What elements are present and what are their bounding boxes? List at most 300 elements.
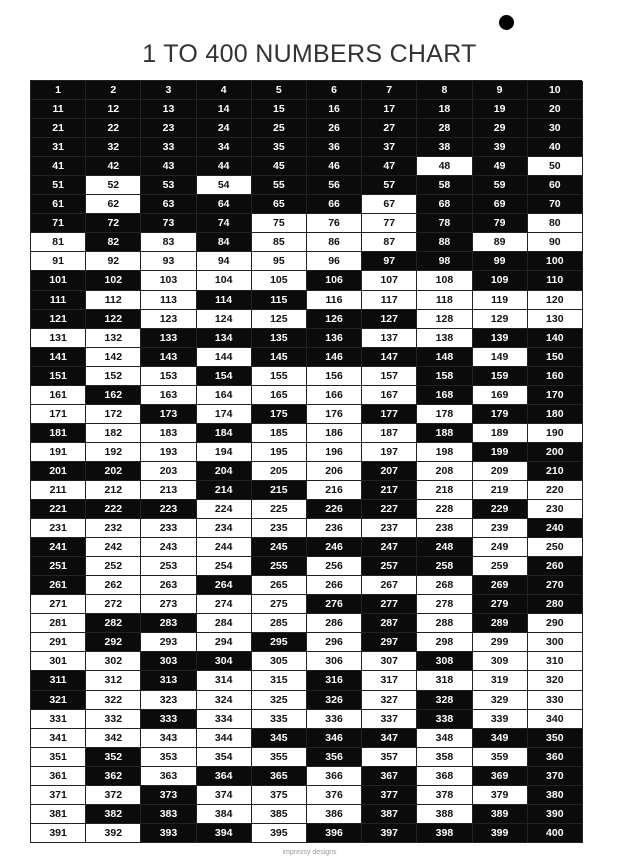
number-cell: 11 bbox=[31, 100, 86, 119]
number-cell: 106 bbox=[307, 271, 362, 290]
number-cell: 368 bbox=[417, 767, 472, 786]
number-cell: 348 bbox=[417, 729, 472, 748]
number-cell: 364 bbox=[197, 767, 252, 786]
number-cell: 108 bbox=[417, 271, 472, 290]
number-cell: 340 bbox=[528, 710, 583, 729]
number-cell: 243 bbox=[141, 538, 196, 557]
number-cell: 159 bbox=[473, 367, 528, 386]
number-cell: 238 bbox=[417, 519, 472, 538]
number-cell: 299 bbox=[473, 633, 528, 652]
number-cell: 118 bbox=[417, 291, 472, 310]
number-cell: 127 bbox=[362, 310, 417, 329]
number-cell: 4 bbox=[197, 81, 252, 100]
number-cell: 362 bbox=[86, 767, 141, 786]
number-cell: 119 bbox=[473, 291, 528, 310]
number-cell: 307 bbox=[362, 652, 417, 671]
number-cell: 116 bbox=[307, 291, 362, 310]
number-cell: 213 bbox=[141, 481, 196, 500]
number-cell: 269 bbox=[473, 576, 528, 595]
number-cell: 110 bbox=[528, 271, 583, 290]
number-cell: 327 bbox=[362, 691, 417, 710]
number-cell: 176 bbox=[307, 405, 362, 424]
number-cell: 122 bbox=[86, 310, 141, 329]
number-cell: 201 bbox=[31, 462, 86, 481]
number-cell: 353 bbox=[141, 748, 196, 767]
number-cell: 366 bbox=[307, 767, 362, 786]
number-cell: 346 bbox=[307, 729, 362, 748]
number-cell: 281 bbox=[31, 614, 86, 633]
number-cell: 291 bbox=[31, 633, 86, 652]
number-cell: 315 bbox=[252, 671, 307, 690]
number-cell: 113 bbox=[141, 291, 196, 310]
number-cell: 13 bbox=[141, 100, 196, 119]
number-cell: 275 bbox=[252, 595, 307, 614]
number-cell: 184 bbox=[197, 424, 252, 443]
number-cell: 195 bbox=[252, 443, 307, 462]
number-cell: 93 bbox=[141, 252, 196, 271]
number-cell: 256 bbox=[307, 557, 362, 576]
number-cell: 27 bbox=[362, 119, 417, 138]
number-cell: 48 bbox=[417, 157, 472, 176]
number-cell: 325 bbox=[252, 691, 307, 710]
number-cell: 164 bbox=[197, 386, 252, 405]
number-cell: 302 bbox=[86, 652, 141, 671]
number-cell: 14 bbox=[197, 100, 252, 119]
number-cell: 279 bbox=[473, 595, 528, 614]
number-cell: 294 bbox=[197, 633, 252, 652]
number-cell: 267 bbox=[362, 576, 417, 595]
number-cell: 5 bbox=[252, 81, 307, 100]
number-cell: 198 bbox=[417, 443, 472, 462]
number-cell: 391 bbox=[31, 824, 86, 843]
number-cell: 330 bbox=[528, 691, 583, 710]
number-cell: 67 bbox=[362, 195, 417, 214]
number-cell: 65 bbox=[252, 195, 307, 214]
number-cell: 297 bbox=[362, 633, 417, 652]
number-cell: 188 bbox=[417, 424, 472, 443]
number-cell: 46 bbox=[307, 157, 362, 176]
number-cell: 361 bbox=[31, 767, 86, 786]
number-cell: 161 bbox=[31, 386, 86, 405]
number-cell: 150 bbox=[528, 348, 583, 367]
number-cell: 365 bbox=[252, 767, 307, 786]
number-cell: 381 bbox=[31, 805, 86, 824]
number-cell: 40 bbox=[528, 138, 583, 157]
number-cell: 273 bbox=[141, 595, 196, 614]
number-cell: 377 bbox=[362, 786, 417, 805]
number-cell: 332 bbox=[86, 710, 141, 729]
number-cell: 367 bbox=[362, 767, 417, 786]
number-cell: 74 bbox=[197, 214, 252, 233]
number-cell: 123 bbox=[141, 310, 196, 329]
number-cell: 168 bbox=[417, 386, 472, 405]
number-cell: 35 bbox=[252, 138, 307, 157]
number-cell: 303 bbox=[141, 652, 196, 671]
number-cell: 326 bbox=[307, 691, 362, 710]
number-cell: 209 bbox=[473, 462, 528, 481]
number-cell: 155 bbox=[252, 367, 307, 386]
number-cell: 101 bbox=[31, 271, 86, 290]
number-cell: 3 bbox=[141, 81, 196, 100]
number-cell: 237 bbox=[362, 519, 417, 538]
number-cell: 316 bbox=[307, 671, 362, 690]
number-cell: 124 bbox=[197, 310, 252, 329]
number-cell: 230 bbox=[528, 500, 583, 519]
number-cell: 191 bbox=[31, 443, 86, 462]
number-cell: 260 bbox=[528, 557, 583, 576]
number-cell: 109 bbox=[473, 271, 528, 290]
number-cell: 37 bbox=[362, 138, 417, 157]
number-cell: 342 bbox=[86, 729, 141, 748]
number-cell: 29 bbox=[473, 119, 528, 138]
number-cell: 244 bbox=[197, 538, 252, 557]
number-cell: 360 bbox=[528, 748, 583, 767]
number-cell: 144 bbox=[197, 348, 252, 367]
number-cell: 153 bbox=[141, 367, 196, 386]
number-cell: 97 bbox=[362, 252, 417, 271]
number-cell: 225 bbox=[252, 500, 307, 519]
number-cell: 44 bbox=[197, 157, 252, 176]
number-cell: 83 bbox=[141, 233, 196, 252]
number-cell: 262 bbox=[86, 576, 141, 595]
number-cell: 313 bbox=[141, 671, 196, 690]
number-cell: 76 bbox=[307, 214, 362, 233]
number-cell: 72 bbox=[86, 214, 141, 233]
number-cell: 16 bbox=[307, 100, 362, 119]
number-cell: 374 bbox=[197, 786, 252, 805]
number-cell: 33 bbox=[141, 138, 196, 157]
number-cell: 261 bbox=[31, 576, 86, 595]
number-cell: 250 bbox=[528, 538, 583, 557]
number-cell: 318 bbox=[417, 671, 472, 690]
number-cell: 138 bbox=[417, 329, 472, 348]
number-cell: 293 bbox=[141, 633, 196, 652]
number-cell: 57 bbox=[362, 176, 417, 195]
number-cell: 255 bbox=[252, 557, 307, 576]
number-cell: 370 bbox=[528, 767, 583, 786]
number-cell: 8 bbox=[417, 81, 472, 100]
number-cell: 388 bbox=[417, 805, 472, 824]
number-cell: 394 bbox=[197, 824, 252, 843]
number-cell: 7 bbox=[362, 81, 417, 100]
number-cell: 369 bbox=[473, 767, 528, 786]
number-cell: 289 bbox=[473, 614, 528, 633]
number-cell: 170 bbox=[528, 386, 583, 405]
number-cell: 156 bbox=[307, 367, 362, 386]
number-cell: 6 bbox=[307, 81, 362, 100]
number-cell: 36 bbox=[307, 138, 362, 157]
number-cell: 386 bbox=[307, 805, 362, 824]
number-cell: 89 bbox=[473, 233, 528, 252]
number-cell: 373 bbox=[141, 786, 196, 805]
number-cell: 290 bbox=[528, 614, 583, 633]
number-cell: 141 bbox=[31, 348, 86, 367]
number-cell: 295 bbox=[252, 633, 307, 652]
number-cell: 217 bbox=[362, 481, 417, 500]
number-cell: 338 bbox=[417, 710, 472, 729]
number-cell: 344 bbox=[197, 729, 252, 748]
number-cell: 56 bbox=[307, 176, 362, 195]
number-cell: 171 bbox=[31, 405, 86, 424]
number-cell: 233 bbox=[141, 519, 196, 538]
number-cell: 70 bbox=[528, 195, 583, 214]
number-cell: 152 bbox=[86, 367, 141, 386]
number-cell: 2 bbox=[86, 81, 141, 100]
number-cell: 173 bbox=[141, 405, 196, 424]
number-cell: 24 bbox=[197, 119, 252, 138]
number-grid bbox=[30, 80, 582, 843]
number-cell: 69 bbox=[473, 195, 528, 214]
number-cell: 95 bbox=[252, 252, 307, 271]
number-cell: 1 bbox=[31, 81, 86, 100]
page-title: 1 TO 400 NUMBERS CHART bbox=[142, 40, 477, 68]
number-cell: 355 bbox=[252, 748, 307, 767]
number-cell: 148 bbox=[417, 348, 472, 367]
number-cell: 158 bbox=[417, 367, 472, 386]
number-cell: 84 bbox=[197, 233, 252, 252]
number-cell: 247 bbox=[362, 538, 417, 557]
number-cell: 259 bbox=[473, 557, 528, 576]
number-cell: 337 bbox=[362, 710, 417, 729]
number-cell: 311 bbox=[31, 671, 86, 690]
number-cell: 241 bbox=[31, 538, 86, 557]
number-cell: 222 bbox=[86, 500, 141, 519]
number-cell: 229 bbox=[473, 500, 528, 519]
number-cell: 254 bbox=[197, 557, 252, 576]
number-cell: 58 bbox=[417, 176, 472, 195]
number-cell: 371 bbox=[31, 786, 86, 805]
number-cell: 62 bbox=[86, 195, 141, 214]
number-cell: 206 bbox=[307, 462, 362, 481]
number-cell: 363 bbox=[141, 767, 196, 786]
number-cell: 172 bbox=[86, 405, 141, 424]
number-cell: 19 bbox=[473, 100, 528, 119]
number-cell: 333 bbox=[141, 710, 196, 729]
number-cell: 312 bbox=[86, 671, 141, 690]
number-cell: 292 bbox=[86, 633, 141, 652]
number-cell: 194 bbox=[197, 443, 252, 462]
number-cell: 160 bbox=[528, 367, 583, 386]
number-cell: 189 bbox=[473, 424, 528, 443]
number-cell: 329 bbox=[473, 691, 528, 710]
number-cell: 145 bbox=[252, 348, 307, 367]
number-cell: 64 bbox=[197, 195, 252, 214]
number-cell: 167 bbox=[362, 386, 417, 405]
number-cell: 18 bbox=[417, 100, 472, 119]
number-cell: 283 bbox=[141, 614, 196, 633]
number-cell: 251 bbox=[31, 557, 86, 576]
number-cell: 359 bbox=[473, 748, 528, 767]
number-cell: 203 bbox=[141, 462, 196, 481]
number-cell: 80 bbox=[528, 214, 583, 233]
number-cell: 347 bbox=[362, 729, 417, 748]
number-cell: 249 bbox=[473, 538, 528, 557]
number-cell: 81 bbox=[31, 233, 86, 252]
number-cell: 20 bbox=[528, 100, 583, 119]
number-cell: 163 bbox=[141, 386, 196, 405]
number-cell: 43 bbox=[141, 157, 196, 176]
number-cell: 94 bbox=[197, 252, 252, 271]
number-cell: 96 bbox=[307, 252, 362, 271]
number-cell: 240 bbox=[528, 519, 583, 538]
number-cell: 128 bbox=[417, 310, 472, 329]
number-cell: 86 bbox=[307, 233, 362, 252]
number-cell: 277 bbox=[362, 595, 417, 614]
number-cell: 248 bbox=[417, 538, 472, 557]
number-cell: 121 bbox=[31, 310, 86, 329]
number-cell: 349 bbox=[473, 729, 528, 748]
number-cell: 324 bbox=[197, 691, 252, 710]
number-cell: 178 bbox=[417, 405, 472, 424]
number-cell: 71 bbox=[31, 214, 86, 233]
number-cell: 257 bbox=[362, 557, 417, 576]
number-cell: 306 bbox=[307, 652, 362, 671]
number-cell: 42 bbox=[86, 157, 141, 176]
number-cell: 310 bbox=[528, 652, 583, 671]
number-cell: 276 bbox=[307, 595, 362, 614]
number-cell: 304 bbox=[197, 652, 252, 671]
number-cell: 136 bbox=[307, 329, 362, 348]
number-cell: 395 bbox=[252, 824, 307, 843]
number-cell: 9 bbox=[473, 81, 528, 100]
number-cell: 232 bbox=[86, 519, 141, 538]
number-cell: 117 bbox=[362, 291, 417, 310]
number-cell: 239 bbox=[473, 519, 528, 538]
number-cell: 384 bbox=[197, 805, 252, 824]
number-cell: 288 bbox=[417, 614, 472, 633]
number-cell: 45 bbox=[252, 157, 307, 176]
number-cell: 190 bbox=[528, 424, 583, 443]
number-cell: 298 bbox=[417, 633, 472, 652]
number-cell: 379 bbox=[473, 786, 528, 805]
number-cell: 142 bbox=[86, 348, 141, 367]
number-cell: 399 bbox=[473, 824, 528, 843]
number-cell: 252 bbox=[86, 557, 141, 576]
number-cell: 53 bbox=[141, 176, 196, 195]
number-cell: 211 bbox=[31, 481, 86, 500]
number-cell: 218 bbox=[417, 481, 472, 500]
number-cell: 102 bbox=[86, 271, 141, 290]
number-cell: 258 bbox=[417, 557, 472, 576]
number-cell: 197 bbox=[362, 443, 417, 462]
number-cell: 196 bbox=[307, 443, 362, 462]
number-cell: 34 bbox=[197, 138, 252, 157]
number-cell: 309 bbox=[473, 652, 528, 671]
number-cell: 151 bbox=[31, 367, 86, 386]
number-cell: 389 bbox=[473, 805, 528, 824]
number-cell: 126 bbox=[307, 310, 362, 329]
number-cell: 204 bbox=[197, 462, 252, 481]
number-cell: 82 bbox=[86, 233, 141, 252]
number-cell: 397 bbox=[362, 824, 417, 843]
number-cell: 265 bbox=[252, 576, 307, 595]
number-cell: 322 bbox=[86, 691, 141, 710]
number-cell: 174 bbox=[197, 405, 252, 424]
number-cell: 357 bbox=[362, 748, 417, 767]
number-cell: 341 bbox=[31, 729, 86, 748]
number-cell: 296 bbox=[307, 633, 362, 652]
number-cell: 228 bbox=[417, 500, 472, 519]
number-cell: 383 bbox=[141, 805, 196, 824]
number-cell: 85 bbox=[252, 233, 307, 252]
number-cell: 380 bbox=[528, 786, 583, 805]
number-cell: 345 bbox=[252, 729, 307, 748]
number-cell: 270 bbox=[528, 576, 583, 595]
number-cell: 187 bbox=[362, 424, 417, 443]
number-cell: 175 bbox=[252, 405, 307, 424]
number-cell: 143 bbox=[141, 348, 196, 367]
number-cell: 284 bbox=[197, 614, 252, 633]
number-cell: 236 bbox=[307, 519, 362, 538]
number-cell: 135 bbox=[252, 329, 307, 348]
number-cell: 335 bbox=[252, 710, 307, 729]
number-cell: 396 bbox=[307, 824, 362, 843]
number-cell: 339 bbox=[473, 710, 528, 729]
number-cell: 186 bbox=[307, 424, 362, 443]
number-cell: 216 bbox=[307, 481, 362, 500]
number-cell: 125 bbox=[252, 310, 307, 329]
number-cell: 183 bbox=[141, 424, 196, 443]
number-cell: 25 bbox=[252, 119, 307, 138]
number-cell: 73 bbox=[141, 214, 196, 233]
number-cell: 63 bbox=[141, 195, 196, 214]
number-cell: 26 bbox=[307, 119, 362, 138]
number-cell: 314 bbox=[197, 671, 252, 690]
number-cell: 79 bbox=[473, 214, 528, 233]
number-cell: 129 bbox=[473, 310, 528, 329]
number-cell: 317 bbox=[362, 671, 417, 690]
number-cell: 47 bbox=[362, 157, 417, 176]
number-cell: 278 bbox=[417, 595, 472, 614]
number-cell: 177 bbox=[362, 405, 417, 424]
number-cell: 214 bbox=[197, 481, 252, 500]
number-cell: 179 bbox=[473, 405, 528, 424]
number-cell: 68 bbox=[417, 195, 472, 214]
number-cell: 75 bbox=[252, 214, 307, 233]
number-cell: 272 bbox=[86, 595, 141, 614]
number-cell: 185 bbox=[252, 424, 307, 443]
number-cell: 181 bbox=[31, 424, 86, 443]
number-cell: 41 bbox=[31, 157, 86, 176]
number-cell: 301 bbox=[31, 652, 86, 671]
number-cell: 88 bbox=[417, 233, 472, 252]
number-cell: 212 bbox=[86, 481, 141, 500]
number-cell: 92 bbox=[86, 252, 141, 271]
number-cell: 320 bbox=[528, 671, 583, 690]
number-cell: 205 bbox=[252, 462, 307, 481]
number-cell: 245 bbox=[252, 538, 307, 557]
number-cell: 60 bbox=[528, 176, 583, 195]
number-cell: 208 bbox=[417, 462, 472, 481]
number-cell: 23 bbox=[141, 119, 196, 138]
number-cell: 227 bbox=[362, 500, 417, 519]
number-cell: 215 bbox=[252, 481, 307, 500]
number-cell: 253 bbox=[141, 557, 196, 576]
number-cell: 10 bbox=[528, 81, 583, 100]
number-cell: 180 bbox=[528, 405, 583, 424]
number-cell: 78 bbox=[417, 214, 472, 233]
number-cell: 264 bbox=[197, 576, 252, 595]
number-cell: 350 bbox=[528, 729, 583, 748]
number-cell: 223 bbox=[141, 500, 196, 519]
number-cell: 356 bbox=[307, 748, 362, 767]
number-cell: 323 bbox=[141, 691, 196, 710]
number-cell: 331 bbox=[31, 710, 86, 729]
number-cell: 242 bbox=[86, 538, 141, 557]
number-cell: 169 bbox=[473, 386, 528, 405]
number-cell: 182 bbox=[86, 424, 141, 443]
number-cell: 120 bbox=[528, 291, 583, 310]
